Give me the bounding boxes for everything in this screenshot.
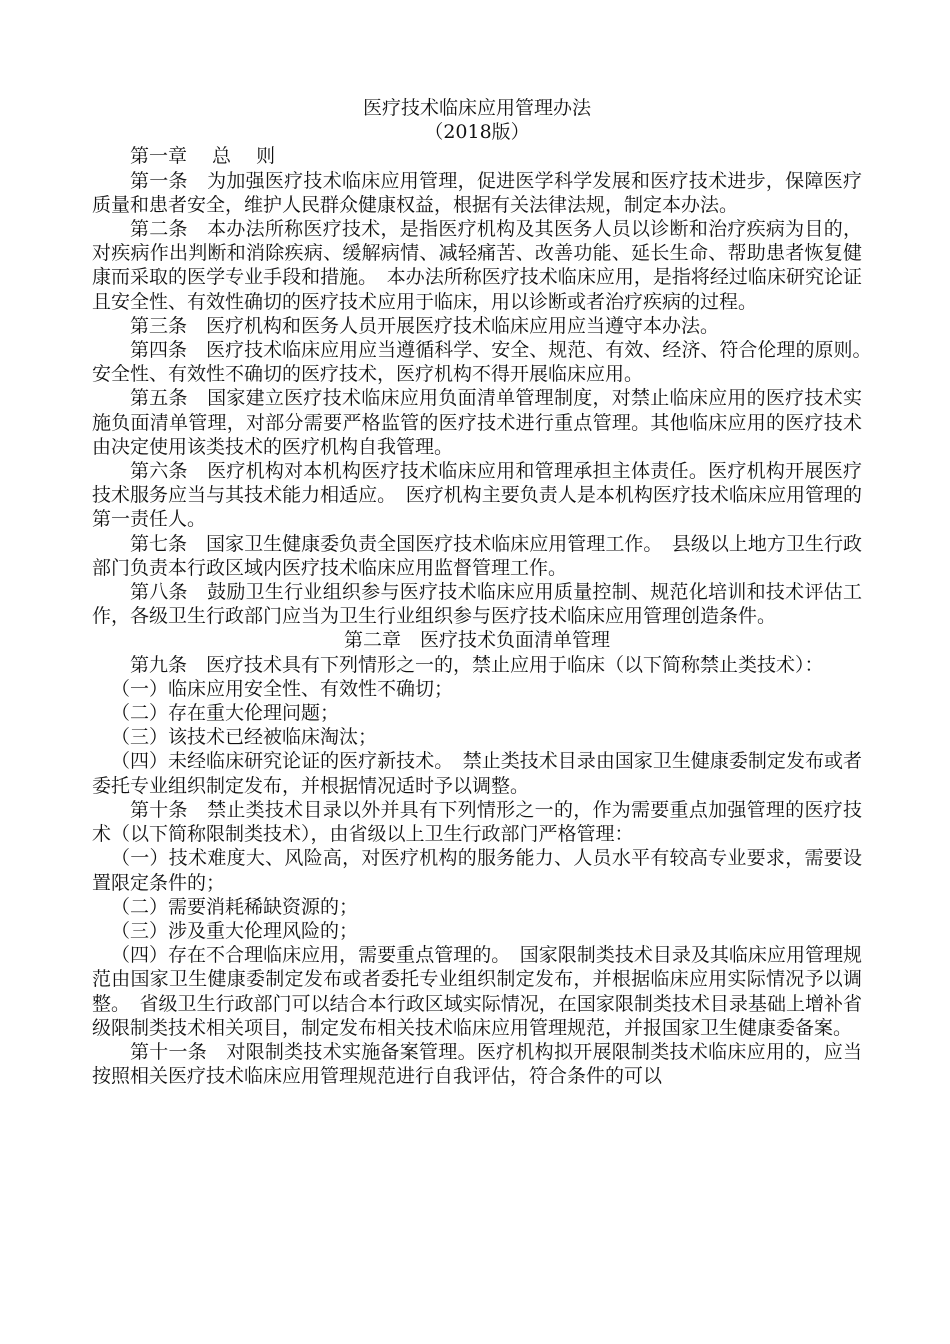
article-10-item: （三）涉及重大伦理风险的； — [111, 919, 359, 942]
article-5: 第五条 国家建立医疗技术临床应用负面清单管理制度，对禁止临床应用的医疗技术实施负面清单管理，对部分需要严格监管的医疗技术进行重点管理。其他临床应用的医疗技术由决定使用该类技术的医疗机构自我管理。 — [92, 387, 862, 458]
article-1: 第一条 为加强医疗技术临床应用管理，促进医学科学发展和医疗技术进步，保障医疗质量和患者安全，维护人民群众健康权益，根据有关法律法规，制定本办法。 — [92, 169, 862, 216]
article-9-item: （三）该技术已经被临床淘汰； — [111, 726, 378, 749]
article-6: 第六条 医疗机构对本机构医疗技术临床应用和管理承担主体责任。医疗机构开展医疗技术服务应当与其技术能力相适应。 医疗机构主要负责人是本机构医疗技术临床应用管理的第一责任人。 — [92, 460, 862, 531]
article-9-item: （四）未经临床研究论证的医疗新技术。 禁止类技术目录由国家卫生健康委制定发布或者委托专业组织制定发布，并根据情况适时予以调整。 — [92, 750, 862, 797]
article-8: 第八条 鼓励卫生行业组织参与医疗技术临床应用质量控制、规范化培训和技术评估工作，各级卫生行政部门应当为卫生行业组织参与医疗技术临床应用管理创造条件。 — [92, 581, 862, 628]
article-2: 第二条 本办法所称医疗技术，是指医疗机构及其医务人员以诊断和治疗疾病为目的，对疾病作出判断和消除疾病、缓解病情、减轻痛苦、改善功能、延长生命、帮助患者恢复健康而采取的医学专业手段和措施。 本办法所称医疗技术临床应用，是指将经过临床研究论证且安全性、有效性确切的医疗技术应用于临床，用以诊断或者治疗疾病的过程。 — [92, 218, 862, 313]
article-3: 第三条 医疗机构和医务人员开展医疗技术临床应用应当遵守本办法。 — [130, 314, 720, 337]
article-9-item: （一）临床应用安全性、有效性不确切； — [111, 677, 454, 700]
article-9: 第九条 医疗技术具有下列情形之一的，禁止应用于临床（以下简称禁止类技术）： — [130, 653, 824, 676]
chapter-2-heading: 第二章 医疗技术负面清单管理 — [343, 629, 610, 652]
article-4: 第四条 医疗技术临床应用应当遵循科学、安全、规范、有效、经济、符合伦理的原则。 安全性、有效性不确切的医疗技术，医疗机构不得开展临床应用。 — [92, 339, 882, 386]
chapter-1-heading: 第一章 总 则 — [130, 145, 276, 168]
article-10-item: （二）需要消耗稀缺资源的； — [111, 895, 359, 918]
article-9-item: （二）存在重大伦理问题； — [111, 702, 340, 725]
article-10-item: （四）存在不合理临床应用，需要重点管理的。 国家限制类技术目录及其临床应用管理规范由国家卫生健康委制定发布或者委托专业组织制定发布，并根据临床应用实际情况予以调整。 省级卫生行政部门可以结合本行政区域实际情况，在国家限制类技术目录基础上增补省级限制类技术相关项目，制定发布相关技术临床应用管理规范，并报国家卫生健康委备案。 — [92, 944, 862, 1039]
article-10-item: （一）技术难度大、风险高，对医疗机构的服务能力、人员水平有较高专业要求，需要设置限定条件的； — [92, 847, 862, 894]
article-11: 第十一条 对限制类技术实施备案管理。医疗机构拟开展限制类技术临床应用的，应当按照相关医疗技术临床应用管理规范进行自我评估，符合条件的可以 — [92, 1040, 862, 1088]
document-title: 医疗技术临床应用管理办法 — [362, 97, 591, 119]
document-version: （2018版） — [424, 121, 530, 144]
article-10: 第十条 禁止类技术目录以外并具有下列情形之一的，作为需要重点加强管理的医疗技术（以下简称限制类技术），由省级以上卫生行政部门严格管理： — [92, 798, 862, 846]
article-7: 第七条 国家卫生健康委负责全国医疗技术临床应用管理工作。 县级以上地方卫生行政部门负责本行政区域内医疗技术临床应用监督管理工作。 — [92, 532, 862, 579]
